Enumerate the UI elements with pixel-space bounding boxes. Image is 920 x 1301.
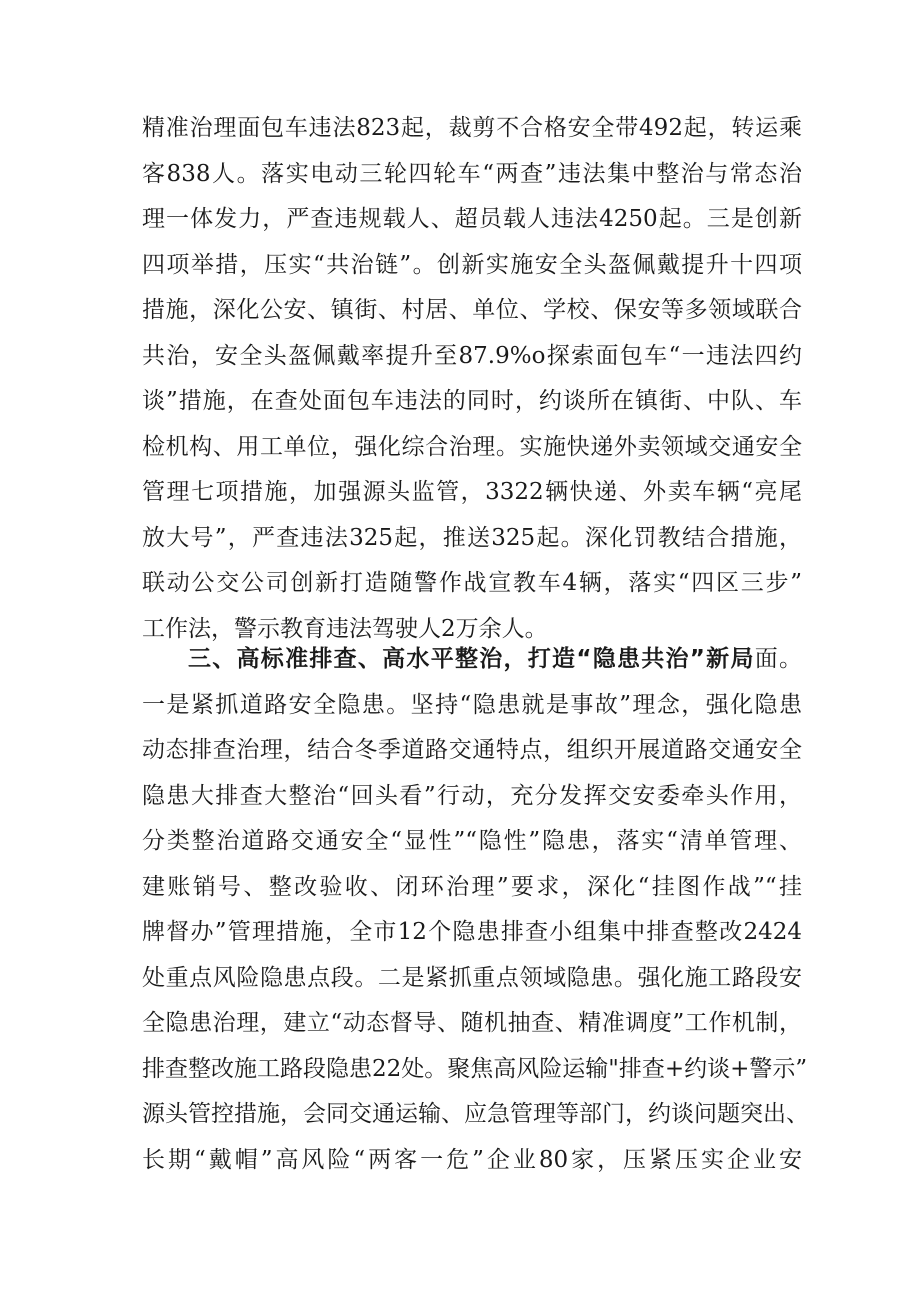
paragraph-2-line: 源头管控措施，会同交通运输、应急管理等部门，约谈问题突出、 <box>142 1101 809 1127</box>
paragraph-2-line: 隐患大排查大整治“回头看”行动，充分发挥交安委牵头作用， <box>142 782 802 809</box>
section-heading-line <box>142 637 802 683</box>
paragraph-2-line: 排查整改施工路段隐患22处。聚焦高风险运输"排查+约谈+警示” <box>142 1055 808 1082</box>
paragraph-2-line: 处重点风险隐患点段。二是紧抓重点领域隐患。强化施工路段安 <box>142 964 802 991</box>
paragraph-1-line: 放大号”，严查违法325起，推送325起。深化罚教结合措施， <box>142 524 802 551</box>
paragraph-2-line: 建账销号、整改验收、闭环治理”要求，深化“挂图作战”“挂 <box>142 873 802 900</box>
paragraph-2-line: 全隐患治理，建立“动态督导、随机抽查、精准调度”工作机制， <box>142 1010 802 1036</box>
paragraph-2-line: 长期“戴帽”高风险“两客一危”企业80家，压紧压实企业安 <box>142 1146 802 1173</box>
paragraph-1-line: 理一体发力，严查违规载人、超员载人违法4250起。三是创新 <box>142 206 802 232</box>
paragraph-1-line: 精准治理面包车违法823起，裁剪不合格安全带492起，转运乘 <box>142 115 802 141</box>
paragraph-2-line: 一是紧抓道路安全隐患。坚持“隐患就是事故”理念，强化隐患 <box>142 691 802 718</box>
paragraph-1-line: 检机构、用工单位，强化综合治理。实施快递外卖领域交通安全 <box>142 433 802 460</box>
paragraph-1-line: 谈”措施，在查处面包车违法的同时，约谈所在镇街、中队、车 <box>142 388 802 414</box>
section-heading-tail: 面。 <box>754 646 803 672</box>
paragraph-1-line: 联动公交公司创新打造随警作战宣教车4辆，落实“四区三步” <box>142 570 802 596</box>
paragraph-1-line: 共治，安全头盔佩戴率提升至87.9%o探索面包车“一违法四约 <box>142 342 802 369</box>
paragraph-1-line: 工作法，警示教育违法驾驶人2万余人。 <box>142 615 548 642</box>
section-heading: 三、高标准排查、高水平整治，打造“隐患共治”新局 <box>188 646 755 672</box>
paragraph-1-line: 措施，深化公安、镇街、村居、单位、学校、保安等多领域联合 <box>142 297 802 323</box>
paragraph-1-line: 客838人。落实电动三轮四轮车“两查”违法集中整治与常态治 <box>142 160 802 187</box>
paragraph-1 <box>142 106 802 652</box>
paragraph-1-line: 管理七项措施，加强源头监管，3322辆快递、外卖车辆“亮尾 <box>142 479 802 505</box>
paragraph-2 <box>142 637 809 1183</box>
paragraph-2-line: 牌督办”管理措施，全市12个隐患排查小组集中排查整改2424 <box>142 919 802 945</box>
paragraph-2-line: 分类整治道路交通安全“显性”“隐性”隐患，落实“清单管理、 <box>142 828 802 854</box>
paragraph-2-line: 动态排查治理，结合冬季道路交通特点，组织开展道路交通安全 <box>142 737 802 763</box>
paragraph-1-line: 四项举措，压实“共治链”。创新实施安全头盔佩戴提升十四项 <box>142 251 802 278</box>
